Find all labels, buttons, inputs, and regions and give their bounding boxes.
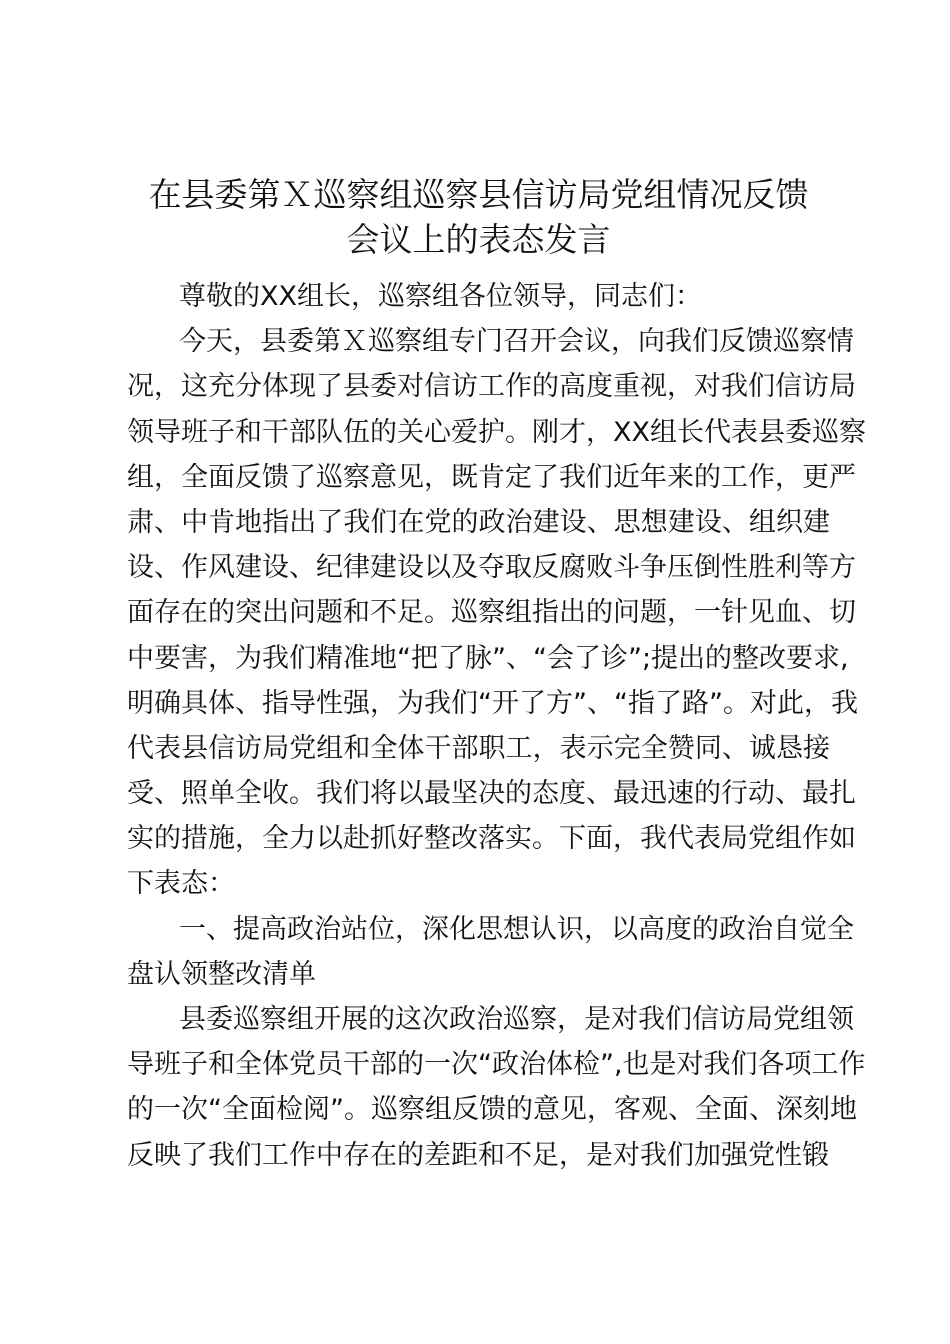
text-line: 实的措施，全力以赴抓好整改落实。下面，我代表局党组作如: [127, 823, 856, 855]
text-line: 盘认领整改清单: [127, 958, 316, 990]
text-line: 中要害，为我们精准地“把了脉”、“会了诊”;提出的整改要求,: [127, 642, 849, 674]
text-line: 明确具体、指导性强，为我们“开了方”、“指了路”。对此，我: [127, 687, 858, 719]
text-line: 设、作风建设、纪律建设以及夺取反腐败斗争压倒性胜利等方: [127, 552, 856, 584]
text-line: 县委巡察组开展的这次政治巡察，是对我们信访局党组领: [179, 1004, 854, 1035]
text-line: 肃、中肯地指出了我们在党的政治建设、思想建设、组织建: [127, 506, 830, 538]
title-line-2: 会议上的表态发言: [346, 220, 611, 259]
text-line: 今天，县委第Ｘ巡察组专门召开会议，向我们反馈巡察情: [179, 326, 854, 358]
text-line: 况，这充分体现了县委对信访工作的高度重视，对我们信访局: [127, 371, 856, 403]
text-line: 代表县信访局党组和全体干部职工，表示完全赞同、诚恳接: [127, 732, 830, 764]
text-line: 尊敬的XX组长，巡察组各位领导，同志们：: [179, 281, 702, 312]
paragraph-section-1-body: [127, 997, 866, 1178]
text-line: 的一次“全面检阅”。巡察组反馈的意见，客观、全面、深刻地: [127, 1094, 857, 1126]
paragraph-section-heading-1: [127, 907, 854, 997]
text-line: 面存在的突出问题和不足。巡察组指出的问题，一针见血、切: [127, 597, 856, 629]
title-line-1: 在县委第Ｘ巡察组巡察县信访局党组情况反馈: [148, 175, 809, 214]
text-line: 导班子和全体党员干部的一次“政治体检”,也是对我们各项工作: [127, 1049, 866, 1081]
paragraph-salutation: [127, 274, 830, 319]
text-line: 反映了我们工作中存在的差距和不足，是对我们加强党性锻: [127, 1139, 829, 1171]
document-body: [127, 274, 866, 1178]
text-line: 组，全面反馈了巡察意见，既肯定了我们近年来的工作，更严: [127, 461, 856, 493]
text-line: 下表态：: [127, 868, 235, 900]
text-line: 受、照单全收。我们将以最坚决的态度、最迅速的行动、最扎: [127, 778, 856, 810]
text-line: 领导班子和干部队伍的关心爱护。刚才，XX组长代表县委巡察: [127, 416, 866, 448]
text-line: 一、提高政治站位，深化思想认识，以高度的政治自觉全: [179, 913, 854, 945]
paragraph-opening: [127, 319, 866, 906]
document-title: [127, 172, 830, 262]
